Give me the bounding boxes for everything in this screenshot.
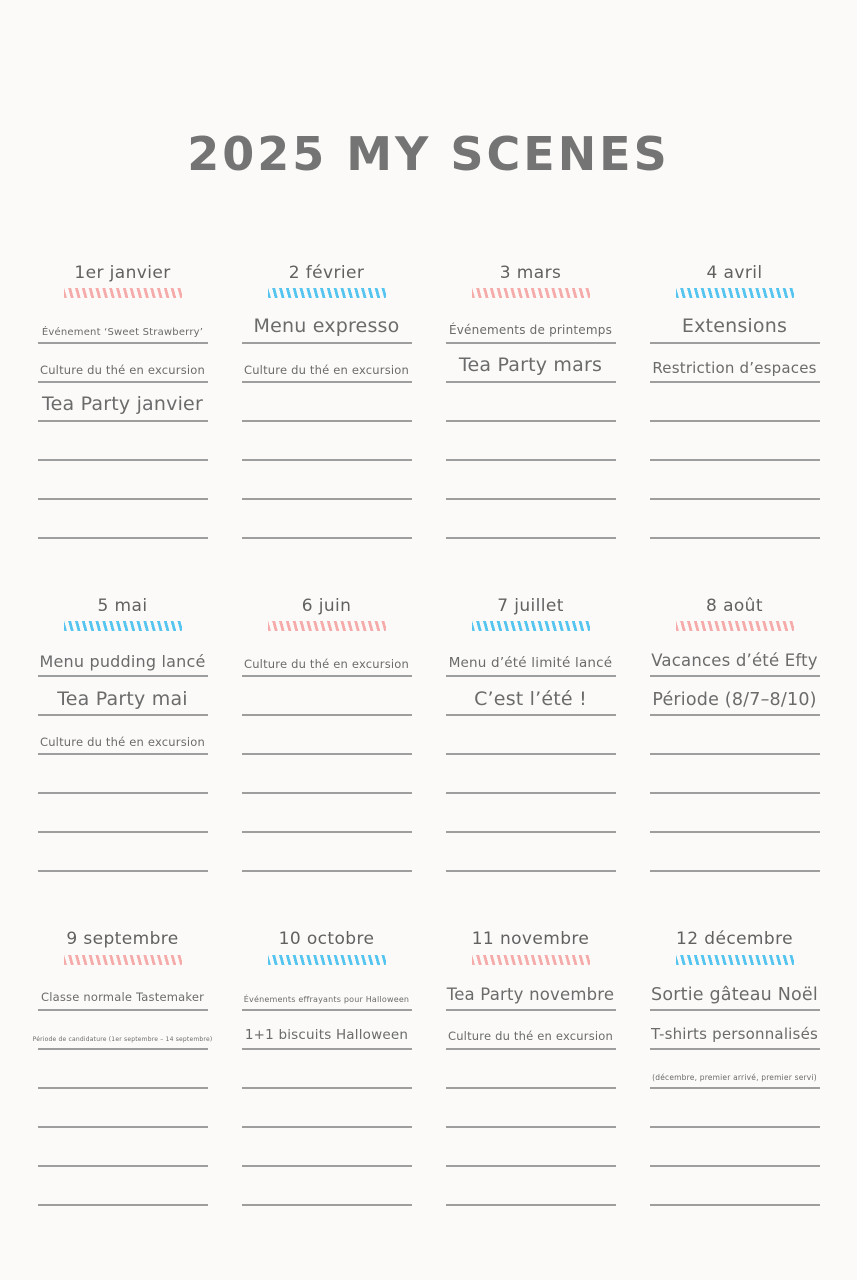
entry-line bbox=[38, 1050, 208, 1089]
month-lines bbox=[650, 305, 820, 539]
month-title: 12 décembre bbox=[676, 929, 793, 950]
entry-line bbox=[38, 305, 208, 344]
entry-line bbox=[650, 422, 820, 461]
month-lines bbox=[32, 972, 213, 1206]
entry-line bbox=[650, 638, 820, 677]
entry-line bbox=[32, 1011, 213, 1050]
entry-line bbox=[650, 383, 820, 422]
entry-text: T-shirts personnalisés bbox=[650, 1025, 819, 1044]
entry-text: Événements effrayants pour Halloween bbox=[243, 995, 410, 1005]
entry-line bbox=[446, 1089, 616, 1128]
entry-line bbox=[242, 305, 412, 344]
hatch-decoration bbox=[268, 955, 386, 965]
entry-line bbox=[650, 1011, 820, 1050]
entry-text: Tea Party novembre bbox=[446, 984, 615, 1004]
entry-text: Culture du thé en excursion bbox=[243, 657, 410, 672]
hatch-decoration bbox=[268, 288, 386, 298]
entry-line bbox=[650, 972, 820, 1011]
entry-line bbox=[650, 461, 820, 500]
entry-line bbox=[446, 755, 616, 794]
entry-text: Période de candidature (1er septembre – 14 septembre) bbox=[32, 1035, 213, 1043]
entry-line bbox=[38, 344, 208, 383]
entry-line bbox=[650, 305, 820, 344]
entry-line bbox=[446, 1167, 616, 1206]
month-mai bbox=[38, 596, 208, 872]
entry-line bbox=[38, 422, 208, 461]
entry-line bbox=[38, 972, 208, 1011]
months-grid bbox=[0, 263, 857, 1206]
entry-line bbox=[242, 500, 412, 539]
month-novembre bbox=[446, 929, 616, 1205]
entry-text: Tea Party janvier bbox=[42, 393, 203, 416]
entry-text: Menu expresso bbox=[253, 315, 400, 338]
month-title: 1er janvier bbox=[74, 262, 171, 283]
month-juillet bbox=[446, 596, 616, 872]
entry-line bbox=[446, 1050, 616, 1089]
month-avril bbox=[650, 263, 820, 539]
entry-line bbox=[650, 677, 820, 716]
entry-text: Classe normale Tastemaker bbox=[40, 990, 205, 1005]
entry-text: Culture du thé en excursion bbox=[39, 362, 206, 377]
month-decembre bbox=[650, 929, 820, 1205]
entry-text: Tea Party mars bbox=[458, 354, 603, 377]
month-title: 2 février bbox=[288, 262, 365, 283]
entry-line bbox=[650, 716, 820, 755]
entry-text: Menu d’été limité lancé bbox=[448, 654, 613, 671]
entry-line bbox=[242, 422, 412, 461]
entry-text: Extensions bbox=[681, 315, 788, 338]
entry-line bbox=[446, 500, 616, 539]
hatch-decoration bbox=[268, 621, 386, 631]
month-lines bbox=[446, 305, 616, 539]
hatch-decoration bbox=[64, 288, 182, 298]
month-title: 10 octobre bbox=[278, 929, 375, 950]
entry-line bbox=[38, 716, 208, 755]
entry-line bbox=[242, 638, 412, 677]
entry-text: Culture du thé en excursion bbox=[243, 362, 410, 377]
entry-line bbox=[38, 794, 208, 833]
entry-text: Culture du thé en excursion bbox=[39, 735, 206, 750]
entry-line bbox=[38, 500, 208, 539]
hatch-decoration bbox=[472, 621, 590, 631]
entry-line bbox=[242, 677, 412, 716]
entry-line bbox=[650, 833, 820, 872]
entry-line bbox=[446, 344, 616, 383]
entry-text: Vacances d’été Efty bbox=[651, 651, 818, 671]
entry-line bbox=[242, 383, 412, 422]
entry-line bbox=[446, 638, 616, 677]
entry-line bbox=[242, 1128, 412, 1167]
entry-line bbox=[38, 383, 208, 422]
month-title: 4 avril bbox=[706, 262, 763, 283]
entry-line bbox=[38, 461, 208, 500]
entry-line bbox=[242, 833, 412, 872]
hatch-decoration bbox=[676, 288, 794, 298]
entry-text: Culture du thé en excursion bbox=[447, 1029, 614, 1044]
entry-line bbox=[650, 1050, 820, 1089]
page-title: 2025 MY SCENES bbox=[187, 127, 670, 181]
month-title: 8 août bbox=[706, 596, 763, 617]
entry-text: Événements de printemps bbox=[448, 323, 613, 338]
month-title: 5 mai bbox=[97, 596, 148, 617]
hatch-decoration bbox=[472, 288, 590, 298]
month-lines bbox=[446, 638, 616, 872]
entry-line bbox=[446, 794, 616, 833]
entry-line bbox=[650, 1128, 820, 1167]
entry-line bbox=[242, 716, 412, 755]
entry-text: (décembre, premier arrivé, premier servi) bbox=[652, 1073, 817, 1083]
entry-line bbox=[650, 1167, 820, 1206]
month-fevrier bbox=[242, 263, 412, 539]
entry-line bbox=[446, 833, 616, 872]
entry-text: Tea Party mai bbox=[57, 687, 188, 710]
month-mars bbox=[446, 263, 616, 539]
entry-line bbox=[446, 422, 616, 461]
entry-text: Événement ‘Sweet Strawberry’ bbox=[41, 326, 204, 338]
entry-line bbox=[446, 383, 616, 422]
entry-line bbox=[242, 972, 412, 1011]
entry-text: Restriction d’espaces bbox=[652, 358, 817, 377]
month-septembre bbox=[32, 929, 213, 1205]
entry-line bbox=[242, 794, 412, 833]
month-lines bbox=[38, 638, 208, 872]
month-title: 6 juin bbox=[301, 596, 352, 617]
month-title: 9 septembre bbox=[66, 929, 179, 950]
hatch-decoration bbox=[64, 621, 182, 631]
entry-line bbox=[446, 305, 616, 344]
entry-line bbox=[650, 344, 820, 383]
entry-line bbox=[242, 1167, 412, 1206]
entry-line bbox=[446, 1011, 616, 1050]
entry-line bbox=[446, 677, 616, 716]
month-janvier bbox=[38, 263, 208, 539]
entry-line bbox=[446, 972, 616, 1011]
entry-text: C’est l’été ! bbox=[474, 687, 587, 710]
entry-line bbox=[38, 1128, 208, 1167]
month-lines bbox=[242, 638, 412, 872]
month-lines bbox=[446, 972, 616, 1206]
entry-line bbox=[650, 755, 820, 794]
entry-line bbox=[446, 461, 616, 500]
entry-line bbox=[38, 755, 208, 794]
month-title: 7 juillet bbox=[497, 596, 564, 617]
entry-line bbox=[38, 1167, 208, 1206]
entry-text: Sortie gâteau Noël bbox=[651, 984, 818, 1005]
entry-line bbox=[446, 1128, 616, 1167]
entry-line bbox=[650, 794, 820, 833]
entry-line bbox=[242, 1050, 412, 1089]
entry-line bbox=[38, 833, 208, 872]
entry-line bbox=[38, 1089, 208, 1128]
entry-line bbox=[242, 344, 412, 383]
entry-text: 1+1 biscuits Halloween bbox=[244, 1027, 409, 1044]
entry-line bbox=[446, 716, 616, 755]
entry-text: Menu pudding lancé bbox=[39, 652, 206, 671]
entry-line bbox=[242, 755, 412, 794]
entry-line bbox=[38, 677, 208, 716]
month-lines bbox=[242, 972, 412, 1206]
month-juin bbox=[242, 596, 412, 872]
entry-line bbox=[242, 1089, 412, 1128]
month-lines bbox=[242, 305, 412, 539]
entry-line bbox=[242, 461, 412, 500]
hatch-decoration bbox=[676, 621, 794, 631]
entry-line bbox=[650, 500, 820, 539]
month-title: 11 novembre bbox=[471, 929, 590, 950]
hatch-decoration bbox=[676, 955, 794, 965]
month-aout bbox=[650, 596, 820, 872]
month-lines bbox=[38, 305, 208, 539]
entry-line bbox=[650, 1089, 820, 1128]
month-lines bbox=[650, 638, 820, 872]
month-lines bbox=[650, 972, 820, 1206]
month-octobre bbox=[242, 929, 412, 1205]
entry-line bbox=[38, 638, 208, 677]
month-title: 3 mars bbox=[499, 262, 562, 283]
hatch-decoration bbox=[64, 955, 182, 965]
entry-line bbox=[242, 1011, 412, 1050]
entry-text: Période (8/7–8/10) bbox=[652, 690, 817, 711]
hatch-decoration bbox=[472, 955, 590, 965]
